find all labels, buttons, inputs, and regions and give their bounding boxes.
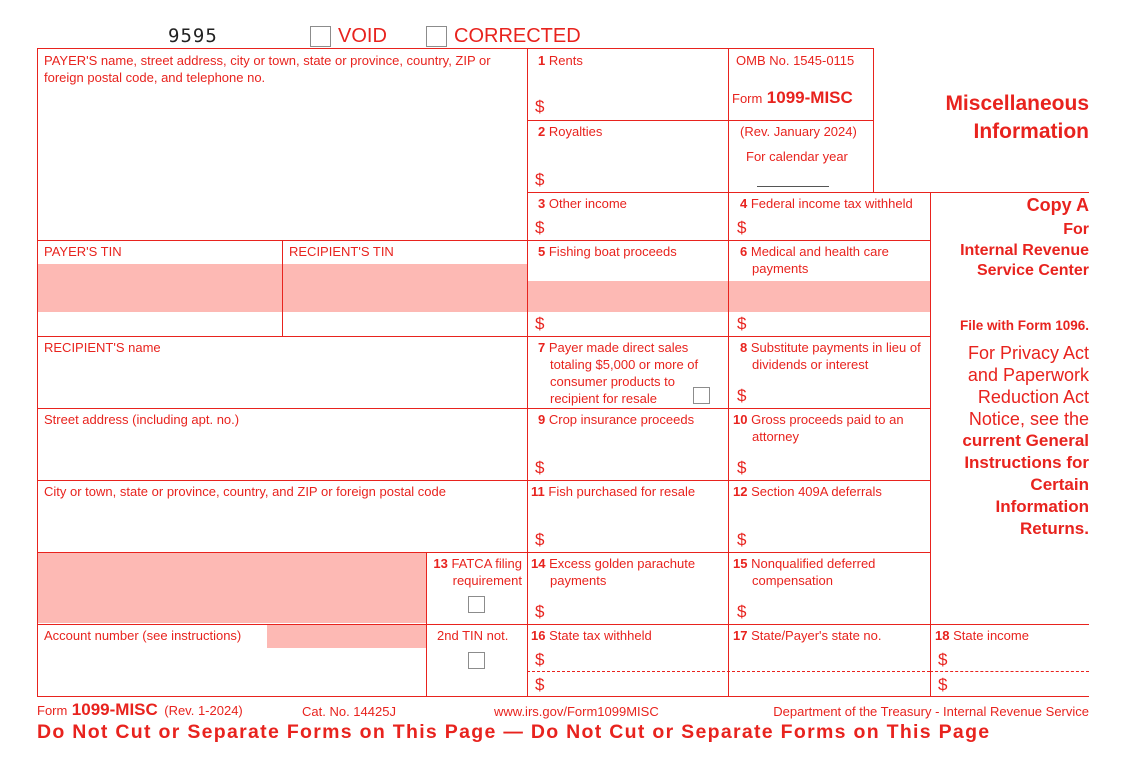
street-address-label: Street address (including apt. no.) — [44, 412, 240, 427]
box17-field-1[interactable] — [731, 648, 928, 670]
payer-name-label: PAYER'S name, street address, city or town, state or province, country, ZIP or foreign postal code, and telephone no. — [44, 53, 491, 85]
box3-dollar: $ — [535, 218, 545, 237]
box10-dollar: $ — [737, 458, 747, 477]
void-checkbox[interactable] — [310, 26, 331, 47]
file-with-label: File with Form 1096. — [959, 318, 1089, 333]
box10-label: 10 Gross proceeds paid to an attorney — [733, 412, 904, 444]
box9-field[interactable] — [550, 452, 726, 478]
calendar-year-label: For calendar year — [746, 149, 848, 164]
box12-field[interactable] — [752, 524, 928, 550]
do-not-cut-warning: Do Not Cut or Separate Forms on This Page — Do Not Cut or Separate Forms on This Page — [37, 721, 991, 743]
account-number-label: Account number (see instructions) — [44, 628, 242, 643]
box14-dollar: $ — [535, 602, 545, 621]
footer-form-name: 1099-MISC — [71, 700, 158, 719]
footer-cat-no: Cat. No. 14425J — [302, 704, 396, 719]
box1-field[interactable] — [550, 90, 726, 118]
box8-dollar: $ — [737, 386, 747, 405]
second-tin-label: 2nd TIN not. — [437, 628, 509, 643]
privacy-block — [934, 342, 1089, 540]
box7-label: 7 Payer made direct sales totaling $5,000 or more of consumer products to recipient for resale — [538, 340, 699, 406]
box17-field-2[interactable] — [731, 673, 928, 695]
privacy-text: For Privacy Act and Paperwork Reduction Act Notice, see the — [967, 343, 1089, 429]
box3-field[interactable] — [550, 214, 726, 238]
recipient-name-label: RECIPIENT'S name — [44, 340, 161, 355]
box18-dollar-1: $ — [938, 650, 948, 669]
box2-label: 2 Royalties — [538, 124, 603, 139]
box10-field[interactable] — [752, 452, 928, 478]
box6-dollar: $ — [737, 314, 747, 333]
box9-dollar: $ — [535, 458, 545, 477]
street-address-field[interactable] — [38, 430, 526, 479]
second-tin-checkbox[interactable] — [468, 652, 485, 669]
box18-field-2[interactable] — [953, 673, 1087, 695]
rev-date: (Rev. January 2024) — [740, 124, 857, 139]
box15-field[interactable] — [752, 596, 928, 622]
box17-label: 17 State/Payer's state no. — [733, 628, 882, 643]
box16-dollar-2: $ — [535, 675, 545, 694]
copy-label: Copy A — [1026, 195, 1089, 215]
box8-label: 8 Substitute payments in lieu of dividends or interest — [740, 340, 921, 372]
box11-dollar: $ — [535, 530, 545, 549]
box1-dollar: $ — [535, 97, 545, 116]
copy-a-block — [934, 194, 1089, 281]
box7-checkbox[interactable] — [693, 387, 710, 404]
box2-dollar: $ — [535, 170, 545, 189]
form-code: 9595 — [168, 25, 218, 47]
box6-field[interactable] — [752, 312, 928, 334]
box6-label: 6 Medical and health care payments — [740, 244, 889, 276]
form-title — [880, 90, 1089, 146]
box2-field[interactable] — [550, 162, 726, 190]
city-field[interactable] — [38, 502, 526, 551]
box5-shade — [528, 281, 728, 312]
box4-label: 4 Federal income tax withheld — [740, 196, 913, 211]
box6-shade — [729, 281, 930, 312]
box14-label: 14 Excess golden parachute payments — [531, 556, 696, 588]
box5-field[interactable] — [550, 312, 726, 334]
box16-label: 16 State tax withheld — [531, 628, 652, 643]
account-number-field[interactable] — [38, 648, 426, 695]
box3-label: 3 Other income — [538, 196, 627, 211]
left-bottom-shade — [38, 553, 426, 623]
box13-label: 13 FATCA filing requirement — [433, 556, 522, 588]
omb-number: OMB No. 1545-0115 — [736, 53, 855, 68]
form-prefix: Form — [732, 91, 763, 106]
payer-name-field[interactable] — [38, 90, 526, 238]
copy-for-label: For — [1063, 221, 1089, 238]
city-label: City or town, state or province, country, and ZIP or foreign postal code — [44, 484, 446, 499]
corrected-label: CORRECTED — [454, 25, 581, 47]
footer-form-prefix: Form — [37, 703, 68, 718]
box15-dollar: $ — [737, 602, 747, 621]
payer-tin-field[interactable] — [38, 264, 282, 312]
recipient-tin-label: RECIPIENT'S TIN — [289, 244, 394, 259]
box18-field-1[interactable] — [953, 648, 1087, 670]
account-shade — [267, 624, 426, 648]
box16-dollar-1: $ — [535, 650, 545, 669]
instructions-text: current General Instructions for Certain Information Returns. — [962, 431, 1089, 538]
box15-label: 15 Nonqualified deferred compensation — [733, 556, 876, 588]
fatca-checkbox[interactable] — [468, 596, 485, 613]
box16-field-2[interactable] — [550, 673, 726, 695]
title-line-2: Information — [973, 120, 1089, 143]
box16-field-1[interactable] — [550, 648, 726, 670]
box5-dollar: $ — [535, 314, 545, 333]
title-line-1: Miscellaneous — [945, 92, 1089, 115]
form-name: 1099-MISC — [766, 88, 853, 107]
box1-label: 1 Rents — [538, 53, 583, 68]
calendar-year-field[interactable] — [757, 168, 829, 186]
box4-field[interactable] — [752, 214, 928, 238]
irs-center-label: Internal Revenue Service Center — [960, 242, 1089, 279]
box12-label: 12 Section 409A deferrals — [733, 484, 882, 499]
recipient-tin-field[interactable] — [283, 264, 527, 312]
box4-dollar: $ — [737, 218, 747, 237]
footer-rev: (Rev. 1-2024) — [164, 703, 243, 718]
box5-label: 5 Fishing boat proceeds — [538, 244, 677, 259]
box18-dollar-2: $ — [938, 675, 948, 694]
box8-field[interactable] — [752, 384, 928, 406]
box14-field[interactable] — [550, 596, 726, 622]
void-label: VOID — [338, 25, 387, 47]
payer-tin-label: PAYER'S TIN — [44, 244, 122, 259]
box9-label: 9 Crop insurance proceeds — [538, 412, 695, 427]
form-title-block — [732, 88, 853, 108]
recipient-name-field[interactable] — [38, 358, 526, 407]
box11-field[interactable] — [550, 524, 726, 550]
corrected-checkbox[interactable] — [426, 26, 447, 47]
box11-label: 11 Fish purchased for resale — [531, 484, 696, 499]
box12-dollar: $ — [737, 530, 747, 549]
footer-url[interactable]: www.irs.gov/Form1099MISC — [494, 704, 659, 719]
box18-label: 18 State income — [935, 628, 1029, 643]
footer-department: Department of the Treasury - Internal Revenue Service — [773, 704, 1089, 719]
footer-form — [37, 700, 243, 720]
